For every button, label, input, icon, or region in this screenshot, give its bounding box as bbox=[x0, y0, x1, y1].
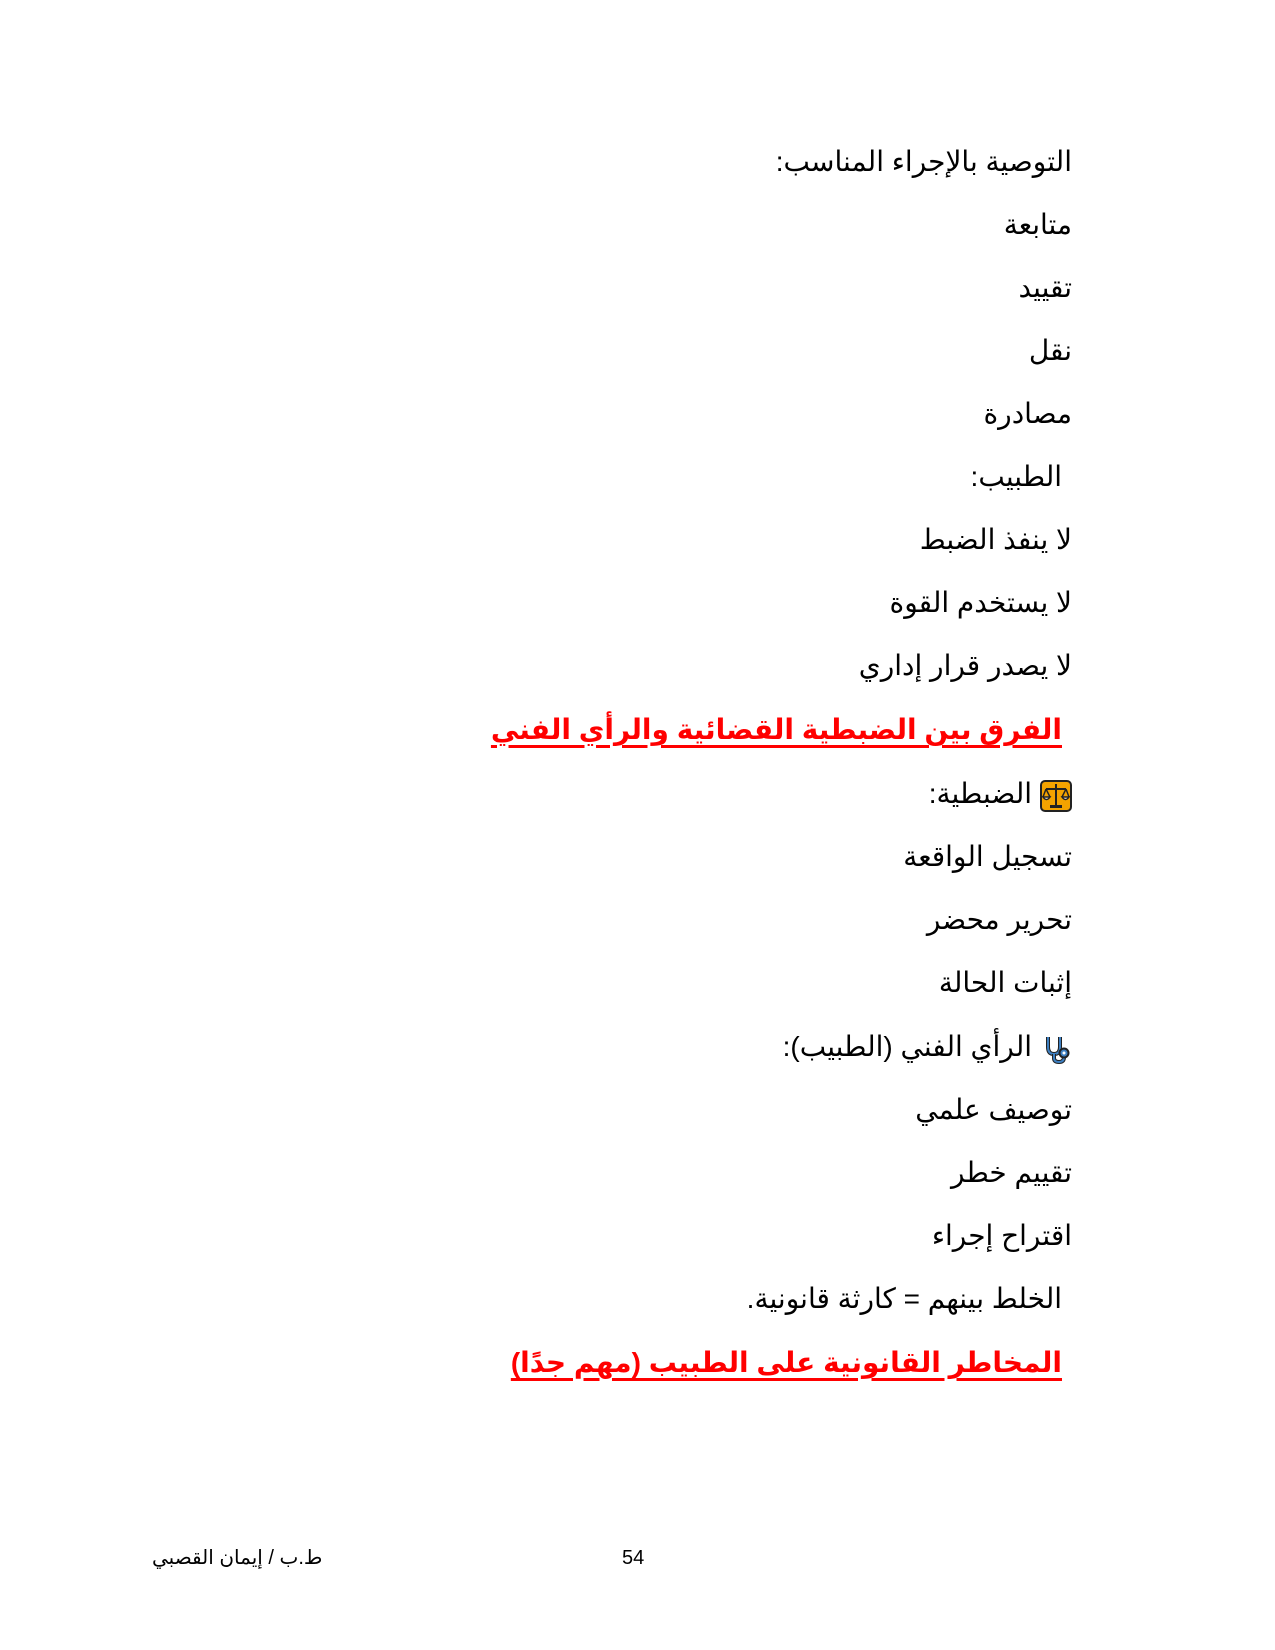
list-item-record-incident: تسجيل الواقعة bbox=[903, 841, 1072, 872]
list-item-scientific-description: توصيف علمي bbox=[915, 1094, 1072, 1125]
list-item-follow-up: متابعة bbox=[1003, 209, 1072, 240]
list-item-no-force: لا يستخدم القوة bbox=[889, 587, 1072, 618]
list-item-no-enforcement: لا ينفذ الضبط bbox=[919, 524, 1072, 555]
list-item-restriction: تقييد bbox=[1018, 272, 1072, 303]
list-item-risk-assessment: تقييم خطر bbox=[951, 1157, 1072, 1188]
list-item-confiscation: مصادرة bbox=[983, 398, 1072, 429]
page-number: 54 bbox=[622, 1547, 645, 1569]
stethoscope-icon bbox=[1040, 1033, 1072, 1065]
section-technical-opinion-title: الرأي الفني (الطبيب): bbox=[782, 1031, 1032, 1062]
conclusion-text: الخلط بينهم = كارثة قانونية. bbox=[746, 1283, 1062, 1314]
list-item-prove-case: إثبات الحالة bbox=[938, 967, 1072, 998]
section-judicial-title: الضبطية: bbox=[928, 778, 1032, 809]
list-item-no-admin-decision: لا يصدر قرار إداري bbox=[858, 650, 1072, 681]
balance-scale-icon bbox=[1040, 780, 1072, 812]
section-judicial-title-row bbox=[929, 774, 1072, 814]
list-item-write-report: تحرير محضر bbox=[926, 904, 1072, 935]
section-heading-legal-risks: المخاطر القانونية على الطبيب (مهم جدًا) bbox=[510, 1347, 1062, 1378]
section-recommendation-title: التوصية بالإجراء المناسب: bbox=[775, 146, 1072, 177]
section-heading-difference: الفرق بين الضبطية القضائية والرأي الفني bbox=[490, 714, 1062, 745]
footer-author: ط.ب / إيمان القصبي bbox=[152, 1547, 323, 1569]
list-item-propose-action: اقتراح إجراء bbox=[931, 1220, 1072, 1251]
section-doctor-title: الطبيب: bbox=[970, 461, 1062, 492]
section-technical-opinion-row bbox=[783, 1027, 1072, 1067]
list-item-transfer: نقل bbox=[1028, 335, 1072, 366]
